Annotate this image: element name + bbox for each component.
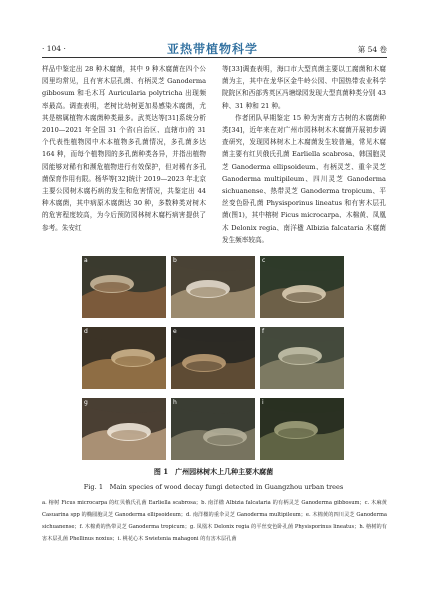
paragraph: 等[33]调查表明，海口市大型真菌主要以工腐菌和木腐菌为主，其中在龙华区金牛岭公园、中国热带农业科学院院区和西部秀英区冯塘绿园发现大型真菌种类分别 43 种、31 种和 21 种。 [222, 65, 386, 110]
fungus-photo-i [260, 398, 344, 460]
figure-photo-grid [82, 256, 344, 461]
legend-text: a. 榕树 Ficus microcarpa 的红贝俄氏孔菌 Earliella scabrosa；b. 南洋楹 Albizia falcataria 的有柄灵芝 Ganoderma gibbosum；c. 木麻黄 Casuarina spp 的椭圆胞灵芝 Ganoderma ellipsoideum；d. 南洋楹的重伞灵芝 Ganoderma multipileum；e. 木棉黄的四川灵芝 Ganoderma sichuanense；f. 木棉黄的热带灵芝 Ganoderma tropicum；g. 凤凰木 Delonix regia 的平丝变色卧孔菌 Physisporinus lineatus；h. 榕树的有害木层孔菌 Phellinus noxius；i. 桃花心木 Swietenia mahagoni 的有害木层孔菌 [42, 500, 387, 542]
fungus-photo-a [82, 256, 166, 318]
paragraph: 样品中鉴定出 28 种木腐菌，其中 9 种木腐菌在四个公园里均常见，且有害木层孔菌、有柄灵芝 Ganoderma gibbosum 和毛木耳 Auricularia polytricha 出现频率最高。调查表明，老树比幼树更加易感染木腐菌，尤其是榕属植物木腐菌种类最多。武英达等[31]系统分析 2010—2021 年全国 31 个省(自治区、直辖市)的 31 个代表性植物园中木本植物多孔菌情况，多孔菌多达 164 种，而每个植物园的多孔菌种类各异，并指出植物园能够对稀有和濒危植物进行有效保护，但对稀有多孔菌保育作用有限。杨华等[32]统计 2019—2023 年北京主要公园树木腐朽病的发生和危害情况，共鉴定出 44 种木腐菌，其中病原木腐菌达 30 种，多数种类对树木的危害程度较高，为今后预防园林树木腐朽病害提供了参考。朱安红 [42, 65, 206, 232]
figure-caption-en: Fig. 1 Main species of wood decay fungi detected in Guangzhou urban trees [83, 483, 344, 491]
left-text-column [42, 63, 206, 234]
journal-name: 亚热带植物科学 [167, 42, 259, 56]
fungus-photo-c [260, 256, 344, 318]
photo-label: a [84, 257, 88, 264]
volume-label: 第 54 卷 [357, 45, 387, 54]
figure-legend [42, 497, 387, 545]
figure-caption-cn: 图 1 广州园林树木上几种主要木腐菌 [153, 467, 274, 476]
photo-label: d [84, 328, 88, 335]
right-text-column [222, 63, 386, 246]
fungus-photo-b [171, 256, 255, 318]
fungus-photo-h [171, 398, 255, 460]
photo-label: i [262, 399, 264, 406]
photo-label: h [173, 399, 177, 406]
fungus-photo-e [171, 327, 255, 389]
header-rule [42, 57, 387, 58]
page-header [42, 42, 387, 56]
photo-label: f [262, 328, 265, 335]
photo-label: g [84, 399, 88, 406]
fungus-photo-g [82, 398, 166, 460]
paragraph: 作者团队早期鉴定 15 种为害南方古树的木腐菌种类[34]，近年来在对广州市园林树木木腐菌开展初步调查研究，发现园林树木上木腐菌发生较普遍，常见木腐菌主要有红贝俄氏孔菌 Earliella scabrosa、韩国胞灵芝 Ganoderma ellipsoideum、有柄灵芝、重伞灵芝 Ganoderma multipileum、四川灵芝 Ganoderma sichuanense、热带灵芝 Ganoderma tropicum、平丝变色卧孔菌 Physisporinus lineatus 和有害木层孔菌(图1)，其中榕树 Ficus microcarpa、木棉黄、凤凰木 Delonix regia、南洋楹 Albizia falcataria 木腐菌发生频率较高。 [222, 113, 386, 244]
fungus-photo-f [260, 327, 344, 389]
photo-label: c [262, 257, 266, 264]
photo-label: b [173, 257, 177, 264]
fungus-photo-d [82, 327, 166, 389]
page-number: · 104 · [42, 44, 66, 53]
photo-label: e [173, 328, 177, 335]
